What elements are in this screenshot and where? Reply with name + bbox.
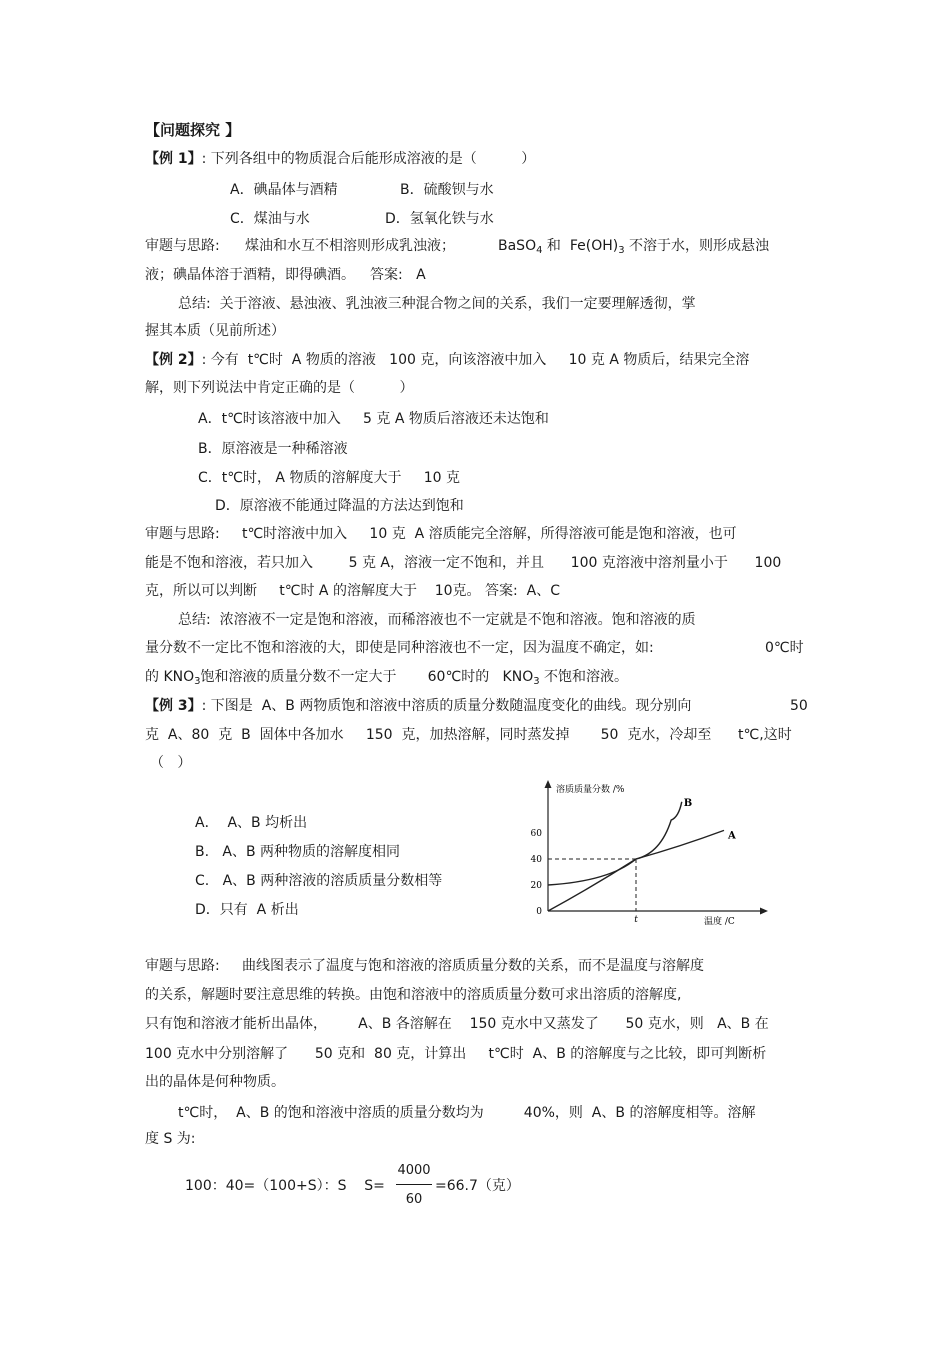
- ex1-option-b: B．硫酸钡与水: [400, 182, 494, 198]
- ex2-option-c: C．t℃时， A 物质的溶解度大于 10 克: [198, 470, 460, 486]
- ex3-question-1b: 50: [790, 698, 808, 714]
- ex2-summary-1: 总结: 浓溶液不一定是饱和溶液，而稀溶液也不一定就是不饱和溶液。饱和溶液的质: [178, 612, 696, 628]
- x-tick-label-t: t: [634, 915, 638, 925]
- ex2-analysis-3: 克，所以可以判断 t℃时 A 的溶解度大于 10克。 答案: A、C: [145, 583, 560, 599]
- ex3-question-line-1: [145, 697, 691, 715]
- formula-left: 100：40=（100+S）：S S=: [185, 1178, 385, 1194]
- ex1-analysis-2: 不溶于水，则形成悬浊: [629, 238, 770, 254]
- ex2-summary-2b: 0℃时: [765, 640, 804, 656]
- series-line-A: [548, 830, 724, 911]
- ex2-analysis-1: 审题与思路: t℃时溶液中加入 10 克 A 溶质能完全溶解，所得溶液可能是饱和溶液，也可: [145, 526, 737, 542]
- series-label-A: A: [728, 830, 736, 842]
- ex1-option-c: C．煤油与水: [230, 211, 310, 227]
- ex2-question-line-1: [145, 351, 749, 369]
- formula-numerator: 4000: [397, 1163, 431, 1178]
- ex1-analysis-3: 液；碘晶体溶于酒精，即得碘酒。: [145, 267, 355, 283]
- ex1-answer: 答案: A: [370, 267, 426, 283]
- formula-right: =66.7（克）: [435, 1178, 520, 1194]
- kno3-a: 的 KNO: [145, 669, 195, 685]
- solubility-chart: [528, 778, 778, 928]
- feoh-formula: Fe(OH): [569, 238, 619, 254]
- ex2-summary-3: [145, 668, 628, 691]
- ex1-tag: 【例 1】: [145, 151, 202, 167]
- ex1-analysis-label: 审题与思路:: [145, 238, 220, 254]
- ex1-question-line: [145, 150, 535, 168]
- y-tick-label-0: 0: [536, 907, 542, 917]
- ex3-question-1: : 下图是 A、B 两物质饱和溶液中溶质的质量分数随温度变化的曲线。现分别向: [201, 698, 692, 714]
- fraction-bar: [396, 1184, 432, 1185]
- ex3-tag: 【例 3】: [145, 698, 202, 714]
- ex1-summary-2: 握其本质（见前所述）: [145, 323, 285, 339]
- ex3-question-3: （ ）: [150, 755, 192, 771]
- x-axis-arrow: [760, 908, 768, 915]
- ex3-analysis-5: 出的晶体是何种物质。: [145, 1074, 285, 1090]
- ex3-option-a: A． A、B 均析出: [195, 815, 308, 831]
- kno3-a-subscript: 3: [194, 676, 201, 687]
- ex3-analysis-3: 只有饱和溶液才能析出晶体， A、B 各溶解在 150 克水中又蒸发了 50 克水，则 A、B 在: [145, 1016, 769, 1032]
- y-axis-arrow: [545, 780, 552, 788]
- ex3-option-c: C. A、B 两种溶液的溶质质量分数相等: [195, 873, 443, 889]
- ex1-option-a: A．碘晶体与酒精: [230, 182, 338, 198]
- y-tick-label-40: 40: [530, 855, 542, 865]
- ex2-question-1: : 今有 t℃时 A 物质的溶液 100 克，向该溶液中加入 10 克 A 物质后，结果完全溶: [201, 352, 750, 368]
- ex2-option-d: D．原溶液不能通过降温的方法达到饱和: [215, 498, 464, 514]
- formula-fraction: [396, 1162, 432, 1209]
- ex2-question-2: 解，则下列说法中肯定正确的是（ ）: [145, 380, 414, 396]
- formula-denominator: 60: [405, 1192, 423, 1207]
- feoh-subscript: 3: [618, 245, 625, 256]
- kno3-b-subscript: 3: [533, 676, 540, 687]
- y-tick-label-60: 60: [530, 829, 542, 839]
- baso4-subscript: 4: [536, 245, 543, 256]
- ex3-analysis-1: 审题与思路: 曲线图表示了温度与饱和溶液的溶质质量分数的关系，而不是温度与溶解度: [145, 958, 704, 974]
- y-tick-label-20: 20: [530, 881, 542, 891]
- series-label-B: B: [683, 797, 693, 809]
- and-word: 和: [546, 238, 561, 254]
- ex1-option-d: D．氢氧化铁与水: [385, 211, 494, 227]
- ex1-analysis-1: 煤油和水互不相溶则形成乳浊液；: [245, 238, 455, 254]
- ex3-analysis-2: 的关系，解题时要注意思维的转换。由饱和溶液中的溶质质量分数可求出溶质的溶解度,: [145, 987, 682, 1003]
- section-title: 【问题探究 】: [145, 121, 241, 139]
- ex1-summary-1: 总结: 关于溶液、悬浊液、乳浊液三种混合物之间的关系，我们一定要理解透彻，掌: [178, 296, 696, 312]
- baso4-formula: BaSO: [498, 238, 537, 254]
- ex2-analysis-2: 能是不饱和溶液，若只加入 5 克 A，溶液一定不饱和，并且 100 克溶液中溶剂量小于 100: [145, 555, 782, 571]
- ex2-summary-2: 量分数不一定比不饱和溶液的大，即使是同种溶液也不一定，因为温度不确定，如:: [145, 640, 654, 656]
- ex2-option-a: A．t℃时该溶液中加入 5 克 A 物质后溶液还未达饱和: [198, 411, 549, 427]
- ex3-analysis-4: 100 克水中分别溶解了 50 克和 80 克，计算出 t℃时 A、B 的溶解度与之比较，即可判断析: [145, 1046, 767, 1062]
- ex3-question-2: 克 A、80 克 B 固体中各加水 150 克，加热溶解，同时蒸发掉 50 克水，冷却至 t℃,这时: [145, 727, 792, 743]
- ex2-option-b: B．原溶液是一种稀溶液: [198, 441, 348, 457]
- kno3-end: 不饱和溶液。: [544, 669, 629, 685]
- ex3-option-d: D．只有 A 析出: [195, 902, 299, 918]
- ex2-tag: 【例 2】: [145, 352, 202, 368]
- ex3-calc-1: t℃时， A、B 的饱和溶液中溶质的质量分数均为 40%，则 A、B 的溶解度相等。溶解: [178, 1105, 756, 1121]
- ex1-question: : 下列各组中的物质混合后能形成溶液的是（ ）: [201, 151, 536, 167]
- ex1-analysis-formula: [498, 237, 769, 260]
- kno3-middle: 饱和溶液的质量分数不一定大于 60℃时的 KNO: [200, 669, 534, 685]
- ex3-calc-2: 度 S 为:: [145, 1131, 196, 1147]
- ex3-option-b: B. A、B 两种物质的溶解度相同: [195, 844, 401, 860]
- x-axis-label: 温度 /C: [704, 917, 735, 927]
- y-axis-label: 溶质质量分数 /%: [556, 785, 625, 795]
